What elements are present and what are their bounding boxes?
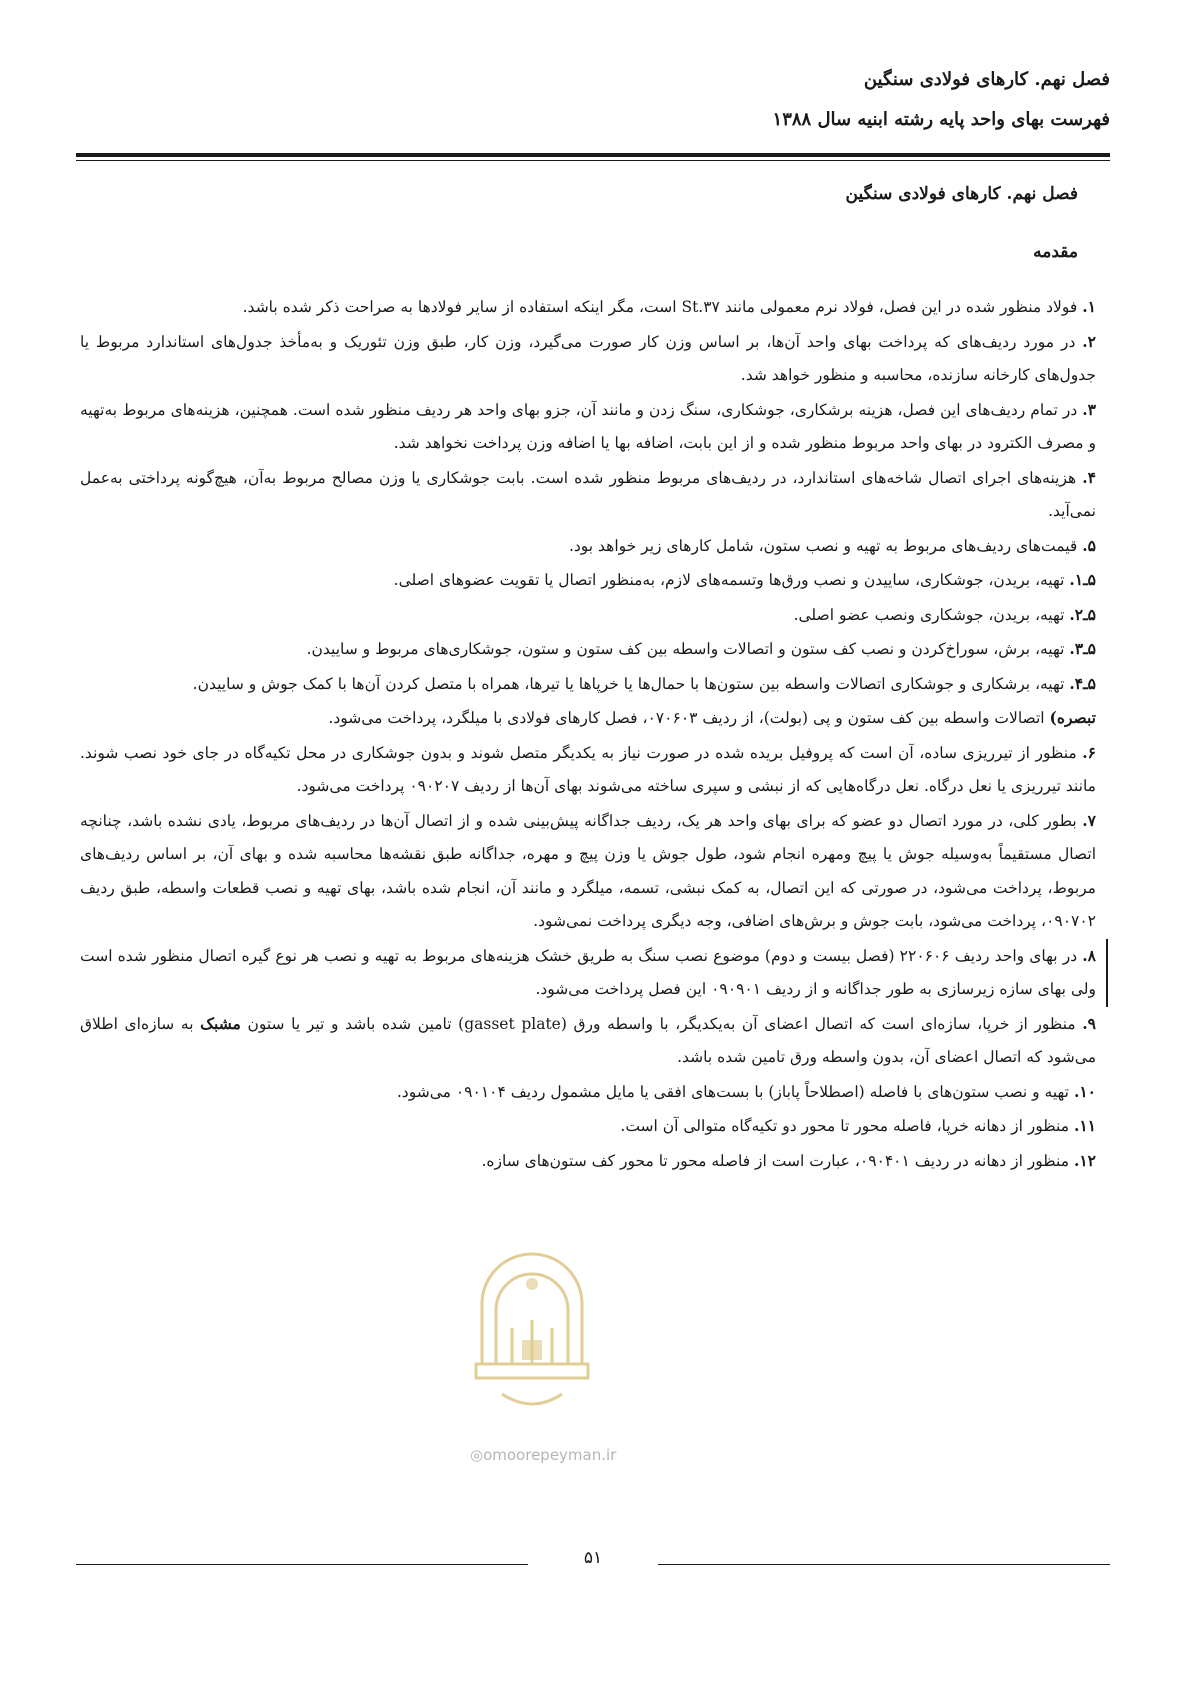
paragraph-number: ۵ـ۴. <box>1069 673 1096 693</box>
paragraph-7 <box>80 804 1096 939</box>
paragraph-number: ۶. <box>1082 742 1096 762</box>
paragraph-note <box>80 701 1096 736</box>
emphasized-term: مشبک <box>200 1013 241 1033</box>
header-rule-thick <box>76 153 1110 157</box>
paragraph-number: ۹. <box>1082 1013 1096 1033</box>
paragraph-5-3 <box>80 632 1096 667</box>
paragraph-text: تهیه، برش، سوراخ‌کردن و نصب کف ستون و اتصالات واسطه بین کف ستون و ستون، جوشکاری‌های مربوط و ساییدن. <box>306 640 1065 658</box>
paragraph-text: اتصالات واسطه بین کف ستون و پی (بولت)، از ردیف ۰۷۰۶۰۳، فصل کارهای فولادی با میلگرد، پرداخت می‌شود. <box>328 709 1045 727</box>
paragraph-4 <box>80 461 1096 529</box>
chapter-title: فصل نهم. کارهای فولادی سنگین <box>845 184 1078 204</box>
header-subtitle: فهرست بهای واحد پایه رشته ابنیه سال ۱۳۸۸ <box>772 109 1110 130</box>
footer-rule-right <box>658 1564 1110 1565</box>
paragraph-number: ۴. <box>1082 467 1096 487</box>
paragraph-number: ۵ـ۱. <box>1069 570 1096 589</box>
page-content <box>80 174 1096 1178</box>
watermark-logo-icon <box>462 1244 602 1414</box>
paragraph-text: در بهای واحد ردیف ۲۲۰۶۰۶ (فصل بیست و دوم) موضوع نصب سنگ به طریق خشک هزینه‌های مربوط به تهیه و نصب هر نوع گیره اتصال منظور شده است ولی بهای سازه زیرسازی به طور جداگانه و از ردیف ۰۹۰۹۰۱ این فصل پرداخت می‌شود. <box>80 946 1096 998</box>
paragraph-text: منظور از خرپا، سازه‌ای است که اتصال اعضای آن به‌یکدیگر، با واسطه ورق (gasset plate) تامین شده باشد و تیر یا ستون <box>247 1014 1076 1033</box>
paragraph-text: بطور کلی، در مورد اتصال دو عضو که برای بهای واحد هر یک، ردیف جداگانه پیش‌بینی شده و از اتصال آن‌ها در ردیف‌های مربوط، یادی نشده باشد، چنانچه اتصال مستقیماً به‌وسیله جوش یا پیچ ومهره انجام شود، طول جوش یا وزن پیچ و مهره، جداگانه طبق نقشه‌ها محاسبه شده و بهای آن، بر اساس ردیف‌های مربوط، پرداخت می‌شود، در صورتی که این اتصال، به کمک نبشی، تسمه، میلگرد و مانند آن، انجام شده باشد، بهای تهیه و نصب قطعات واسطه، طبق ردیف ۰۹۰۷۰۲، پرداخت می‌شود، بابت جوش و برش‌های اضافی، وجه دیگری پرداخت نمی‌شود. <box>80 811 1096 930</box>
paragraph-text: به سازه‌ای اطلاق می‌شود که اتصال اعضای آن، بدون واسطه ورق تامین شده باشد. <box>80 1014 1096 1066</box>
running-header <box>80 60 1110 140</box>
paragraph-8 <box>80 939 1108 1007</box>
paragraph-5-4 <box>80 667 1096 702</box>
header-rule-thin <box>76 160 1110 161</box>
paragraph-text: فولاد منظور شده در این فصل، فولاد نرم معمولی مانند St.۳۷ است، مگر اینکه استفاده از سایر فولادها به صراحت ذکر شده باشد. <box>242 298 1078 316</box>
header-chapter: فصل نهم. کارهای فولادی سنگین <box>863 69 1110 90</box>
paragraph-text: تهیه، بریدن، جوشکاری، ساییدن و نصب ورق‌ها وتسمه‌های لازم، به‌منظور اتصال یا تقویت عضوهای اصلی. <box>393 571 1065 589</box>
paragraph-text: تهیه و نصب ستون‌های با فاصله (اصطلاحاً پاباز) با بست‌های افقی یا مایل مشمول ردیف ۰۹۰۱۰۴ می‌شود. <box>396 1082 1069 1101</box>
paragraph-2 <box>80 325 1096 393</box>
paragraph-text: تهیه، برشکاری و جوشکاری اتصالات واسطه بین ستون‌ها با حمال‌ها یا خرپاها یا تیرها، همراه با متصل کردن آن‌ها با کمک جوش و ساییدن. <box>192 674 1065 693</box>
paragraph-9 <box>80 1007 1096 1075</box>
paragraph-12 <box>80 1144 1096 1179</box>
paragraph-number: ۵ـ۳. <box>1069 639 1096 658</box>
paragraph-number: ۲. <box>1082 331 1096 351</box>
paragraph-number: ۵ـ۲. <box>1069 604 1096 624</box>
paragraph-number: ۱۰. <box>1073 1081 1096 1101</box>
paragraph-1 <box>80 290 1096 325</box>
paragraph-5-2 <box>80 598 1096 633</box>
paragraph-6 <box>80 736 1096 804</box>
watermark-site-text: omoorepeyman.ir <box>483 1446 617 1464</box>
watermark-globe-icon: ◎ <box>470 1446 484 1464</box>
paragraph-number: ۱. <box>1082 297 1096 316</box>
paragraph-5-1 <box>80 563 1096 598</box>
note-label: تبصره) <box>1049 708 1096 727</box>
watermark-site <box>470 1446 616 1464</box>
paragraph-text: هزینه‌های اجرای اتصال شاخه‌های استاندارد، در ردیف‌های مربوط منظور شده است. بابت جوشکاری یا وزن مصالح مربوط به‌آن، هیچ‌گونه پرداختی به‌عمل نمی‌آید. <box>80 468 1096 520</box>
paragraph-text: منظور از دهانه در ردیف ۰۹۰۴۰۱، عبارت است از فاصله محور تا محور کف ستون‌های سازه. <box>481 1151 1069 1170</box>
paragraph-10 <box>80 1075 1096 1110</box>
paragraph-text: منظور از دهانه خرپا، فاصله محور تا محور دو تکیه‌گاه متوالی آن است. <box>620 1117 1069 1135</box>
page-footer <box>76 1548 1110 1588</box>
paragraph-3 <box>80 393 1096 461</box>
paragraph-text: منظور از تیرریزی ساده، آن است که پروفیل بریده شده در صورت نیاز به یکدیگر متصل شوند و بدون جوشکاری در محل تکیه‌گاه در جای خود نصب شوند. مانند تیرریزی یا نعل درگاه. نعل درگاه‌هایی که از نبشی و سپری ساخته می‌شوند بهای آن‌ها از ردیف ۰۹۰۲۰۷ پرداخت می‌شود. <box>80 743 1096 795</box>
paragraph-number: ۸. <box>1082 945 1096 965</box>
paragraph-text: قیمت‌های ردیف‌های مربوط به تهیه و نصب ستون، شامل کارهای زیر خواهد بود. <box>568 536 1078 555</box>
paragraph-text: تهیه، بریدن، جوشکاری ونصب عضو اصلی. <box>793 605 1065 624</box>
paragraph-number: ۵. <box>1082 535 1096 555</box>
paragraph-5 <box>80 529 1096 564</box>
paragraph-11 <box>80 1109 1096 1144</box>
paragraph-number: ۱۲. <box>1073 1150 1096 1170</box>
paragraph-text: در مورد ردیف‌های که پرداخت بهای واحد آن‌ها، بر اساس وزن کار صورت می‌گیرد، وزن کار، طبق وزن تئوریک و به‌مأخذ جدول‌های استاندارد مربوط یا جدول‌های کارخانه سازنده، محاسبه و منظور خواهد شد. <box>80 332 1096 384</box>
page-number: ۵۱ <box>583 1548 603 1568</box>
paragraph-number: ۳. <box>1082 399 1096 419</box>
paragraph-text: در تمام ردیف‌های این فصل، هزینه برشکاری، جوشکاری، سنگ زدن و مانند آن، جزو بهای واحد هر ردیف منظور شده است. همچنین، هزینه‌های مربوط به‌تهیه و مصرف الکترود در بهای واحد مربوط منظور شده و از این بابت، اضافه بها یا اضافه وزن پرداخت نخواهد شد. <box>80 400 1096 452</box>
paragraph-number: ۱۱. <box>1073 1116 1096 1135</box>
paragraph-number: ۷. <box>1082 810 1096 830</box>
intro-title: مقدمه <box>1033 242 1078 262</box>
